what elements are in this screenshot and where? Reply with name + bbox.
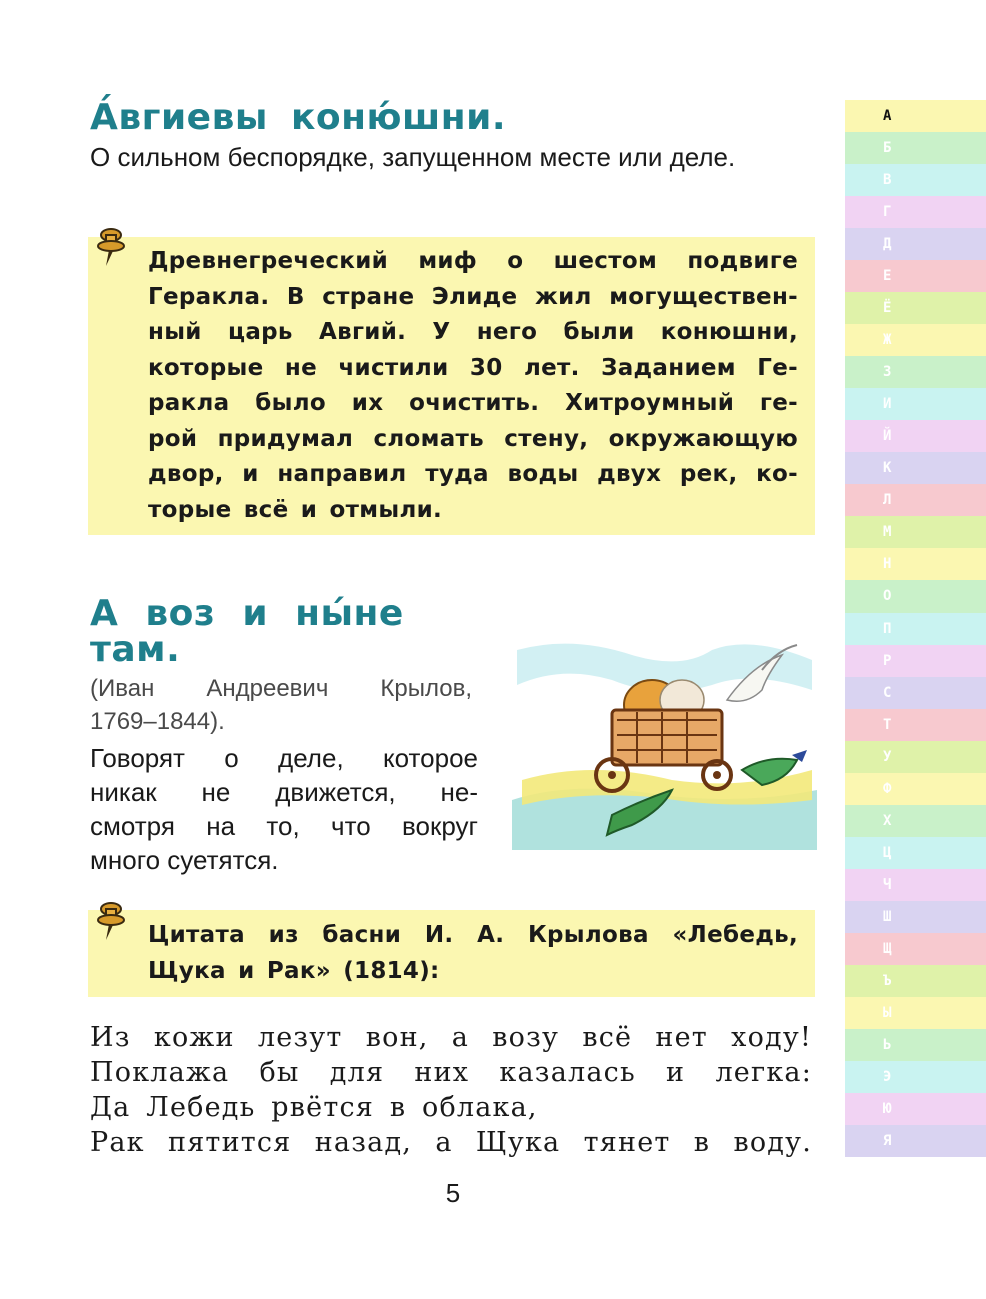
alphabet-tab[interactable]: Щ <box>845 933 986 965</box>
verse-line: Из кожи лезут вон, а возу всё нет ходу! <box>90 1022 812 1053</box>
note-line: Цитата из басни И. А. Крылова «Лебедь, <box>148 922 798 948</box>
heading-line: А воз и ны́не <box>90 593 404 634</box>
alphabet-tab[interactable]: Л <box>845 484 986 516</box>
heading-line: там. <box>90 629 181 670</box>
alphabet-tab[interactable]: У <box>845 741 986 773</box>
alphabet-tab[interactable]: М <box>845 516 986 548</box>
definition-line: никак не движется, не- <box>90 777 478 807</box>
page-number: 5 <box>445 1178 461 1208</box>
alphabet-tab[interactable]: О <box>845 580 986 612</box>
note-line: Древнегреческий миф о шестом подвиге <box>148 248 798 274</box>
alphabet-tab[interactable]: Д <box>845 228 986 260</box>
alphabet-tab[interactable]: Й <box>845 420 986 452</box>
verse-line: Поклажа бы для них казалась и легка: <box>90 1057 812 1088</box>
alphabet-tab[interactable]: И <box>845 388 986 420</box>
alphabet-tab[interactable]: Е <box>845 260 986 292</box>
alphabet-tab[interactable]: Р <box>845 645 986 677</box>
alphabet-tab[interactable]: Ю <box>845 1093 986 1125</box>
definition-line: много суетятся. <box>90 845 279 875</box>
definition-line: смотря на то, что вокруг <box>90 811 478 841</box>
alphabet-tab[interactable]: К <box>845 452 986 484</box>
note-line: двор, и направил туда воды двух рек, ко- <box>148 461 798 487</box>
note-line: торые всё и отмыли. <box>148 496 443 523</box>
verse-line: Рак пятится назад, а Щука тянет в воду. <box>90 1127 812 1158</box>
note-line: рой придумал сломать стену, окружающую <box>148 425 798 452</box>
entry-definition: О сильном беспорядке, запущенном месте или деле. <box>90 142 736 172</box>
alphabet-index <box>845 100 986 1157</box>
pushpin-icon <box>94 226 130 270</box>
alphabet-tab[interactable]: Я <box>845 1125 986 1157</box>
alphabet-tab[interactable]: Т <box>845 709 986 741</box>
alphabet-tab[interactable]: Ё <box>845 292 986 324</box>
alphabet-tab[interactable]: Ь <box>845 1029 986 1061</box>
alphabet-tab[interactable]: Ъ <box>845 965 986 997</box>
alphabet-tab[interactable]: Х <box>845 805 986 837</box>
note-line: Щука и Рак» (1814): <box>148 957 440 984</box>
attribution-line: 1769–1844). <box>90 708 225 735</box>
verse-line: Да Лебедь рвётся в облака, <box>90 1092 538 1123</box>
cart-illustration <box>512 630 817 850</box>
definition-line: Говорят о деле, которое <box>90 743 478 773</box>
alphabet-tab[interactable]: С <box>845 677 986 709</box>
entry-heading-cart-still-there <box>90 593 404 670</box>
note-line: ный царь Авгий. У него были конюшни, <box>148 319 798 345</box>
note-line: которые не чистили 30 лет. Заданием Ге- <box>148 354 798 381</box>
alphabet-tab[interactable]: Ч <box>845 869 986 901</box>
note-line: ракла было их очистить. Хитроумный ге- <box>148 390 798 416</box>
alphabet-tab[interactable]: Б <box>845 132 986 164</box>
entry-heading-augean-stables: А́вгиевы коню́шни. <box>90 97 507 138</box>
alphabet-tab[interactable]: А <box>845 100 986 132</box>
alphabet-tab[interactable]: Э <box>845 1061 986 1093</box>
entry-definition <box>90 741 478 877</box>
alphabet-tab[interactable]: З <box>845 356 986 388</box>
alphabet-tab[interactable]: В <box>845 164 986 196</box>
note-text-quote <box>148 918 798 989</box>
alphabet-tab[interactable]: Ф <box>845 773 986 805</box>
note-text-myth <box>148 244 798 528</box>
attribution-line: (Иван Андреевич Крылов, <box>90 675 472 702</box>
pushpin-icon <box>94 900 130 944</box>
alphabet-tab[interactable]: Ы <box>845 997 986 1029</box>
alphabet-tab[interactable]: Ж <box>845 324 986 356</box>
alphabet-tab[interactable]: Н <box>845 548 986 580</box>
author-attribution <box>90 672 472 738</box>
alphabet-tab[interactable]: Ш <box>845 901 986 933</box>
alphabet-tab[interactable]: Ц <box>845 837 986 869</box>
fable-verse <box>90 1020 812 1160</box>
alphabet-tab[interactable]: Г <box>845 196 986 228</box>
alphabet-tab[interactable]: П <box>845 613 986 645</box>
note-line: Геракла. В стране Элиде жил могуществен- <box>148 283 798 310</box>
